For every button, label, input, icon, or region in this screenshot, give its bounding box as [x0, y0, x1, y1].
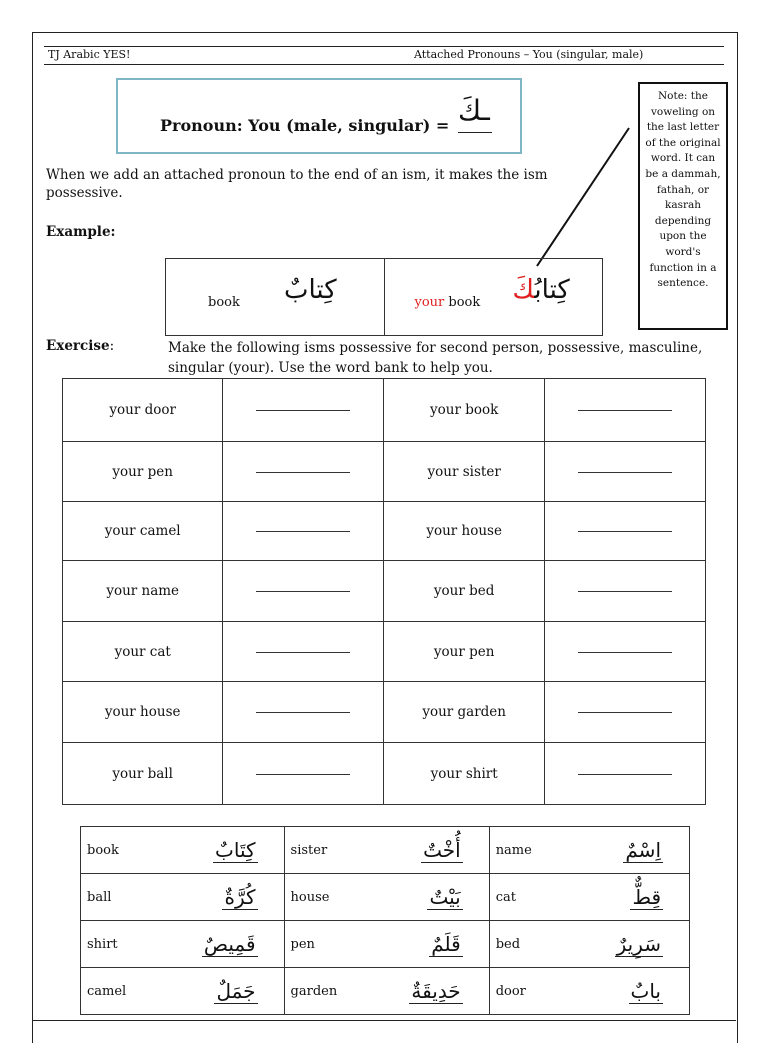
- word-bank-arabic-word: قَمِيصٌ: [203, 932, 256, 956]
- word-bank-arabic: [179, 874, 284, 921]
- word-bank-english: ball: [81, 874, 180, 921]
- exercise-row: [63, 743, 706, 805]
- answer-blank[interactable]: [544, 379, 705, 442]
- word-bank-arabic: [179, 827, 284, 874]
- word-bank-arabic: [587, 921, 690, 968]
- exercise-prompt: your pen: [384, 622, 544, 682]
- word-bank-arabic-word: كُرَّةٌ: [224, 885, 256, 909]
- exercise-table: [62, 378, 706, 805]
- word-bank-arabic-word: سَرِيرٌ: [616, 932, 661, 956]
- word-bank-arabic: [587, 968, 690, 1015]
- exercise-prompt: your door: [63, 379, 223, 442]
- exercise-prompt: your name: [63, 561, 223, 622]
- word-bank-english: garden: [284, 968, 385, 1015]
- example-table: [165, 258, 603, 336]
- note-box: Note: the voweling on the last letter of the original word. It can be a dammah, fathah, or kasrah depending upon the word's function in a sentence.: [638, 82, 728, 330]
- answer-blank[interactable]: [223, 502, 384, 561]
- pronoun-arabic: ـكَ: [458, 94, 490, 127]
- word-bank-english: pen: [284, 921, 385, 968]
- example-right-ar-stem: كِتابُ: [534, 275, 570, 305]
- example-left-ar: كِتابٌ: [284, 275, 337, 305]
- exercise-label-colon: :: [109, 338, 115, 354]
- exercise-prompt: your book: [384, 379, 544, 442]
- word-bank-arabic: [385, 874, 489, 921]
- word-bank-english: shirt: [81, 921, 180, 968]
- answer-blank[interactable]: [544, 502, 705, 561]
- answer-blank[interactable]: [544, 682, 705, 743]
- exercise-prompt: your ball: [63, 743, 223, 805]
- answer-blank[interactable]: [223, 379, 384, 442]
- word-bank-table: [80, 826, 690, 1015]
- example-right-ar: [513, 275, 570, 305]
- word-bank-arabic-word: بَيْتٌ: [429, 885, 461, 909]
- exercise-prompt: your house: [63, 682, 223, 743]
- word-bank-english: door: [489, 968, 587, 1015]
- intro-text: When we add an attached pronoun to the end of an ism, it makes the ism possessive.: [46, 167, 548, 201]
- exercise-row: [63, 502, 706, 561]
- exercise-prompt: your pen: [63, 442, 223, 502]
- example-cell-right: [384, 259, 603, 335]
- word-bank-row: [81, 827, 690, 874]
- answer-blank[interactable]: [223, 622, 384, 682]
- word-bank-english: bed: [489, 921, 587, 968]
- exercise-prompt: your sister: [384, 442, 544, 502]
- word-bank-arabic: [385, 827, 489, 874]
- exercise-prompt: your house: [384, 502, 544, 561]
- example-right-ar-suffix: كَ: [512, 275, 535, 305]
- exercise-row: [63, 682, 706, 743]
- word-bank-english: book: [81, 827, 180, 874]
- word-bank-arabic: [385, 921, 489, 968]
- word-bank-english: house: [284, 874, 385, 921]
- answer-blank[interactable]: [544, 561, 705, 622]
- word-bank-arabic-word: جَمَلٌ: [216, 979, 256, 1003]
- header-right: Attached Pronouns – You (singular, male): [414, 48, 644, 61]
- word-bank-arabic: [587, 874, 690, 921]
- word-bank-row: [81, 921, 690, 968]
- word-bank-english: camel: [81, 968, 180, 1015]
- answer-blank[interactable]: [223, 561, 384, 622]
- word-bank-arabic-word: بابٌ: [630, 979, 661, 1003]
- exercise-label-word: Exercise: [46, 338, 110, 354]
- word-bank-arabic: [179, 921, 284, 968]
- exercise-prompt: your cat: [63, 622, 223, 682]
- answer-blank[interactable]: [544, 743, 705, 805]
- example-cell-left: [166, 259, 384, 335]
- word-bank-english: cat: [489, 874, 587, 921]
- example-left-en: book: [208, 295, 240, 310]
- example-right-en-red: your: [414, 295, 445, 310]
- example-right-en-word: book: [448, 295, 481, 310]
- word-bank-english: sister: [284, 827, 385, 874]
- exercise-row: [63, 622, 706, 682]
- word-bank-arabic-word: قَلَمٌ: [431, 932, 461, 956]
- word-bank-row: [81, 968, 690, 1015]
- answer-blank[interactable]: [223, 442, 384, 502]
- exercise-prompt: your camel: [63, 502, 223, 561]
- word-bank-arabic-word: أُخْتٌ: [423, 838, 461, 862]
- header-left: TJ Arabic YES!: [48, 48, 131, 61]
- exercise-prompt: your shirt: [384, 743, 544, 805]
- word-bank-arabic-word: اِسْمٌ: [625, 838, 661, 862]
- exercise-row: [63, 442, 706, 502]
- example-label: Example:: [46, 224, 116, 240]
- word-bank-arabic-word: قِطٌّ: [632, 885, 661, 909]
- word-bank-arabic-word: كِتَابٌ: [215, 838, 256, 862]
- word-bank-arabic: [385, 968, 489, 1015]
- exercise-prompt: your bed: [384, 561, 544, 622]
- answer-blank[interactable]: [544, 442, 705, 502]
- exercise-instructions: Make the following isms possessive for second person, possessive, masculine, singular (your). Use the word bank to help you.: [168, 340, 703, 376]
- word-bank-row: [81, 874, 690, 921]
- example-right-en: [415, 295, 481, 310]
- word-bank-english: name: [489, 827, 587, 874]
- exercise-row: [63, 561, 706, 622]
- bottom-rule: [32, 1020, 736, 1021]
- word-bank-arabic: [587, 827, 690, 874]
- exercise-row: [63, 379, 706, 442]
- word-bank-arabic: [179, 968, 284, 1015]
- answer-blank[interactable]: [544, 622, 705, 682]
- answer-blank[interactable]: [223, 682, 384, 743]
- word-bank-arabic-word: حَدِيقَةٌ: [411, 979, 461, 1003]
- pronoun-label: Pronoun: You (male, singular) =: [160, 116, 450, 135]
- exercise-prompt: your garden: [384, 682, 544, 743]
- answer-blank[interactable]: [223, 743, 384, 805]
- exercise-label: [46, 338, 114, 354]
